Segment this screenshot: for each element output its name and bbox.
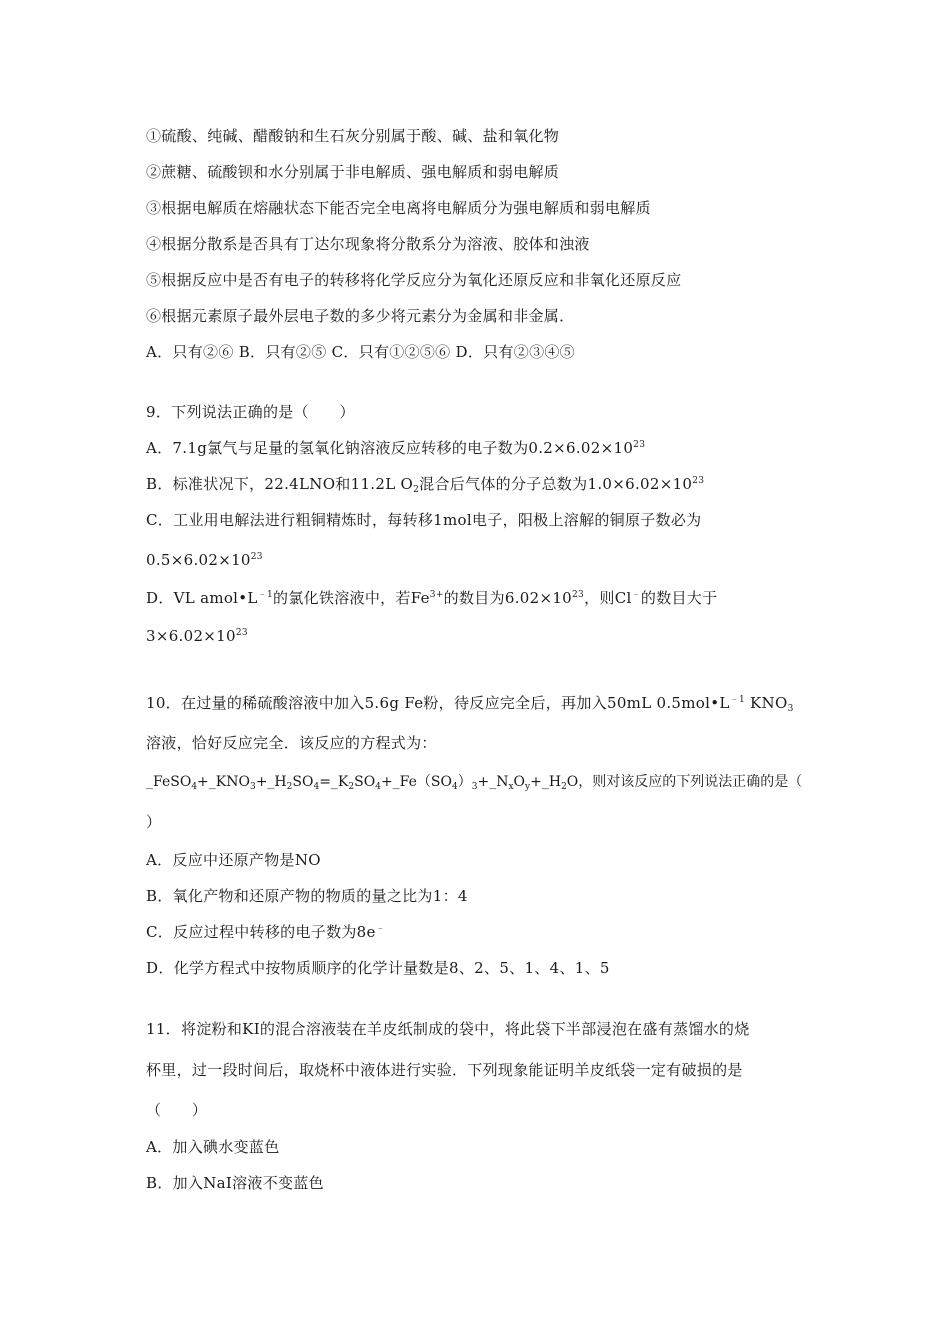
q9-option-a: A．7.1g氯气与足量的氢氧化钠溶液反应转移的电子数为$0.2\times 6.02\times 10^{23}$ [146,439,646,457]
item-2: ②蔗糖、硫酸钡和水分别属于非电解质、强电解质和弱电解质 [146,163,560,181]
item-6: ⑥根据元素原子最外层电子数的多少将元素分为金属和非金属． [146,307,575,325]
item-1: ①硫酸、纯碱、醋酸钠和生石灰分别属于酸、碱、盐和氧化物 [146,127,560,145]
q8-options: A．只有②⑥ B．只有②⑤ C．只有①②⑤⑥ D．只有②③④⑤ [146,343,575,361]
q10-option-c: C．反应过程中转移的电子数为8e﹣ [146,923,386,941]
q10-stem-line1: 10．在过量的稀硫酸溶液中加入5.6g Fe粉，待反应完全后，再加入50mL $0.5mol•L^{﹣1}$ $KNO_3$ [146,694,794,714]
item-3: ③根据电解质在熔融状态下能否完全电离将电解质分为强电解质和弱电解质 [146,199,651,217]
q11-stem-line1: 11．将淀粉和KI的混合溶液装在羊皮纸制成的袋中，将此袋下半部浸泡在盛有蒸馏水的烧 [146,1020,750,1038]
q10-stem-line4: ） [146,813,162,831]
q10-option-d: D．化学方程式中按物质顺序的化学计量数是8、2、5、1、4、1、5 [146,959,610,977]
q9-option-d-line1: D．VL $amol•L^{﹣1}$的氯化铁溶液中，若$Fe^{3+}$的数目为$6.02\times 10^{23}$，则Cl﹣的数目大于 [146,589,718,607]
item-4: ④根据分散系是否具有丁达尔现象将分散系分为溶液、胶体和浊液 [146,235,590,253]
q9-option-d-line2: $3\times 6.02\times 10^{23}$ [146,627,248,645]
q10-equation: $\_FeSO_4+\_KNO_3+\_H_2SO_4=\_K_2SO_4+\_Fe(SO_4)_3+\_N_xO_y+\_H_2O$，则对该反应的下列说法正确的是（ [146,774,803,792]
q9-option-c-line1: C．工业用电解法进行粗铜精炼时，每转移1mol电子，阳极上溶解的铜原子数必为 [146,511,702,529]
q9-option-b: B．标准状况下，22.4LNO和11.2L $O_2$混合后气体的分子总数为$1.0\times 6.02\times 10^{23}$ [146,475,705,495]
item-5: ⑤根据反应中是否有电子的转移将化学反应分为氧化还原反应和非氧化还原反应 [146,271,682,289]
q9-option-c-line2: $0.5\times 6.02\times 10^{23}$ [146,551,263,569]
q10-option-b: B．氧化产物和还原产物的物质的量之比为1：4 [146,887,468,905]
q11-stem-line3: （ ） [146,1101,208,1119]
q9-stem: 9．下列说法正确的是（ ） [146,403,355,421]
q11-stem-line2: 杯里，过一段时间后，取烧杯中液体进行实验．下列现象能证明羊皮纸袋一定有破损的是 [146,1061,743,1079]
q11-option-b: B．加入NaI溶液不变蓝色 [146,1174,324,1192]
q10-stem-line2: 溶液，恰好反应完全．该反应的方程式为： [146,734,437,752]
q10-option-a: A．反应中还原产物是NO [146,851,321,869]
q11-option-a: A．加入碘水变蓝色 [146,1138,280,1156]
